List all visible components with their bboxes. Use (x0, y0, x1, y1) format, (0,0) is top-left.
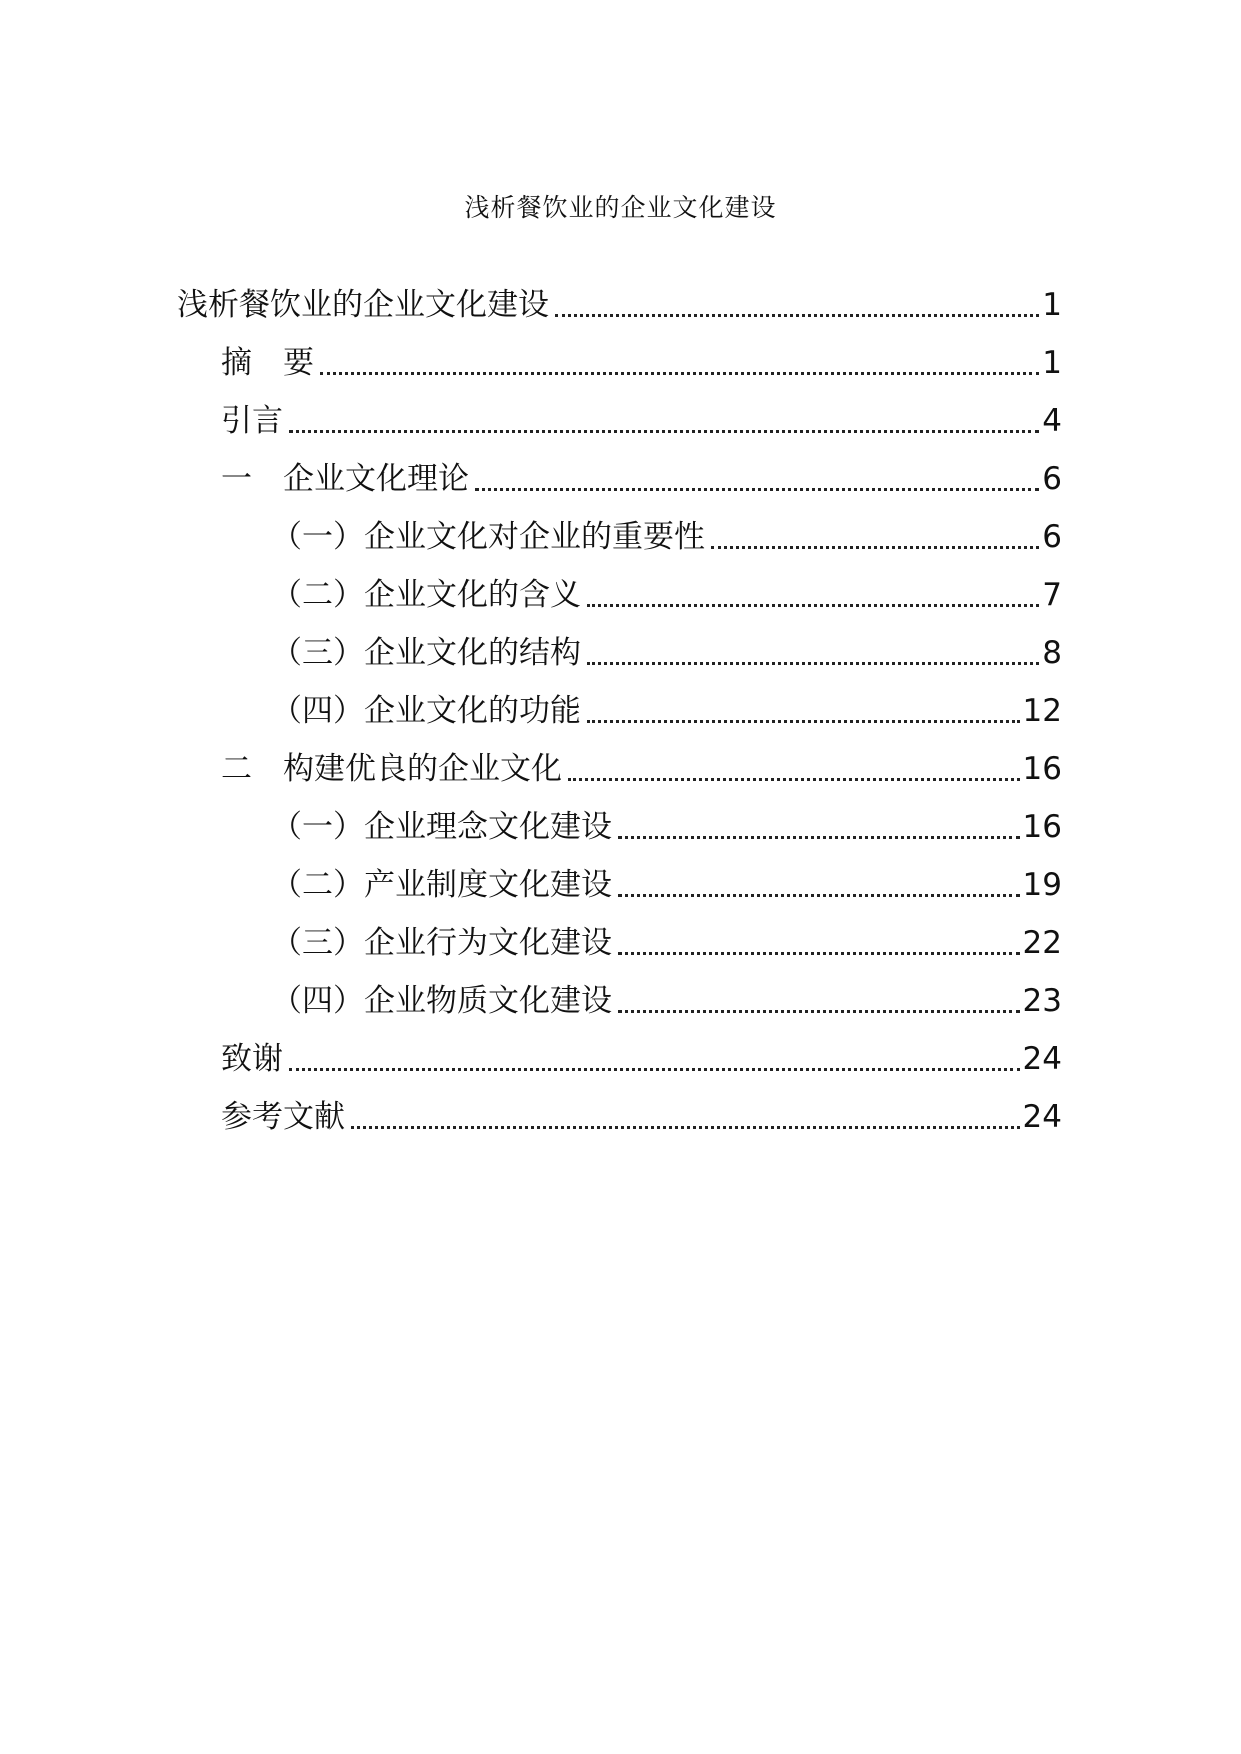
toc-page-number: 16 (1022, 809, 1062, 845)
toc-entry-label: （四）企业文化的功能 (271, 693, 581, 729)
toc-entry-label: （四）企业物质文化建设 (271, 983, 612, 1019)
toc-entry[interactable] (271, 515, 1062, 559)
toc-entry[interactable] (221, 341, 1062, 385)
toc-entry[interactable] (271, 573, 1062, 617)
document-title: 浅析餐饮业的企业文化建设 (464, 193, 777, 222)
toc-dot-leader (351, 1126, 1020, 1129)
toc-entry-label: （一）企业理念文化建设 (271, 809, 612, 845)
toc-entry-label: 摘 要 (221, 345, 314, 381)
toc-entry-label: 浅析餐饮业的企业文化建设 (177, 287, 549, 323)
toc-page-number: 19 (1022, 867, 1062, 903)
toc-entry-label: 引言 (221, 403, 283, 439)
toc-dot-leader (289, 430, 1039, 433)
toc-entry-label: （二）产业制度文化建设 (271, 867, 612, 903)
toc-page-number: 6 (1042, 461, 1062, 497)
toc-entry[interactable] (271, 805, 1062, 849)
toc-page-number: 1 (1042, 345, 1062, 381)
toc-entry[interactable] (221, 747, 1062, 791)
toc-entry[interactable] (271, 631, 1062, 675)
toc-entry-label: （三）企业文化的结构 (271, 635, 581, 671)
toc-dot-leader (618, 952, 1020, 955)
toc-entry[interactable] (221, 399, 1062, 443)
toc-dot-leader (618, 894, 1020, 897)
toc-entry-label: 致谢 (221, 1041, 283, 1077)
toc-page-number: 12 (1022, 693, 1062, 729)
toc-entry-label: 一 企业文化理论 (221, 461, 469, 497)
toc-page-number: 1 (1042, 287, 1062, 323)
toc-entry[interactable] (221, 1095, 1062, 1139)
toc-page-number: 8 (1042, 635, 1062, 671)
toc-page-number: 16 (1022, 751, 1062, 787)
toc-dot-leader (587, 662, 1039, 665)
toc-entry-label: 二 构建优良的企业文化 (221, 751, 562, 787)
toc-entry-label: （一）企业文化对企业的重要性 (271, 519, 705, 555)
toc-dot-leader (475, 488, 1039, 491)
toc-page-number: 24 (1022, 1099, 1062, 1135)
toc-page-number: 24 (1022, 1041, 1062, 1077)
toc-entry-label: （三）企业行为文化建设 (271, 925, 612, 961)
toc-dot-leader (289, 1068, 1020, 1071)
toc-entry[interactable] (271, 921, 1062, 965)
toc-entry[interactable] (221, 457, 1062, 501)
toc-dot-leader (568, 778, 1020, 781)
toc-entry[interactable] (271, 863, 1062, 907)
toc-dot-leader (618, 1010, 1020, 1013)
toc-dot-leader (587, 604, 1039, 607)
toc-entry[interactable] (271, 979, 1062, 1023)
toc-entry[interactable] (221, 1037, 1062, 1081)
toc-page-number: 4 (1042, 403, 1062, 439)
toc-dot-leader (618, 836, 1020, 839)
toc-page-number: 23 (1022, 983, 1062, 1019)
toc-dot-leader (320, 372, 1039, 375)
toc-entry[interactable] (177, 283, 1062, 327)
toc-page-number: 6 (1042, 519, 1062, 555)
toc-dot-leader (555, 314, 1039, 317)
toc-page-number: 22 (1022, 925, 1062, 961)
toc-dot-leader (711, 546, 1039, 549)
toc-dot-leader (587, 720, 1020, 723)
toc-page-number: 7 (1042, 577, 1062, 613)
toc-entry-label: 参考文献 (221, 1099, 345, 1135)
toc-entry[interactable] (271, 689, 1062, 733)
toc-entry-label: （二）企业文化的含义 (271, 577, 581, 613)
